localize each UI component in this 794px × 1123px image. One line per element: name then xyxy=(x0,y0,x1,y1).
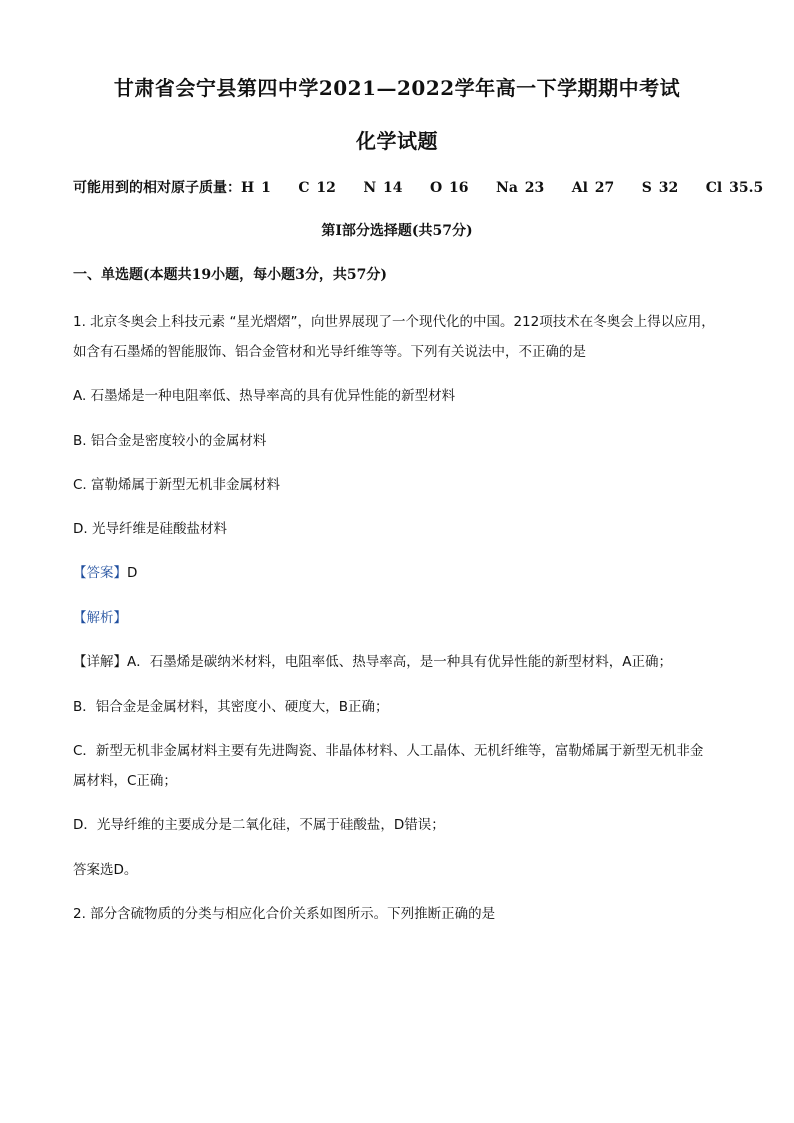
analysis-tag: 【解析】 xyxy=(73,610,127,626)
q1-detail-c-line2: 属材料，C正确； xyxy=(73,773,177,789)
exam-subtitle: 化学试题 xyxy=(356,129,438,153)
q1-analysis-line xyxy=(73,608,733,628)
q1-option-d: D. 光导纤维是硅酸盐材料 xyxy=(73,521,227,537)
q1-answer-line xyxy=(73,563,733,583)
detail-tag: 【详解】 xyxy=(73,654,127,670)
q1-detail-a-line xyxy=(73,652,733,672)
answer-value: D xyxy=(127,565,138,581)
atomic-masses-line xyxy=(73,178,764,198)
atomic-masses-values: H 1 C 12 N 14 O 16 Na 23 Al 27 S 32 Cl 35.5 xyxy=(241,180,764,196)
q1-detail-c-line1: C．新型无机非金属材料主要有先进陶瓷、非晶体材料、人工晶体、无机纤维等，富勒烯属于新型无机非金 xyxy=(73,743,704,759)
part-heading: 第I部分选择题(共57分) xyxy=(321,223,473,239)
q1-stem-line1: 1. 北京冬奥会上科技元素 “星光熠熠”，向世界展现了一个现代化的中国。212项技术在冬奥会上得以应用， xyxy=(73,314,715,330)
atomic-masses-label: 可能用到的相对原子质量： xyxy=(73,180,241,196)
q1-detail-b: B．铝合金是金属材料，其密度小、硬度大，B正确； xyxy=(73,699,389,715)
q1-option-c: C. 富勒烯属于新型无机非金属材料 xyxy=(73,477,281,493)
exam-title: 甘肃省会宁县第四中学2021—2022学年高一下学期期中考试 xyxy=(113,76,681,100)
q1-option-a: A. 石墨烯是一种电阻率低、热导率高的具有优异性能的新型材料 xyxy=(73,388,456,404)
q1-stem-line2: 如含有石墨烯的智能服饰、铝合金管材和光导纤维等等。下列有关说法中，不正确的是 xyxy=(73,344,586,360)
q1-detail-d: D．光导纤维的主要成分是二氧化硅，不属于硅酸盐，D错误； xyxy=(73,817,445,833)
section-heading: 一、单选题(本题共19小题，每小题3分，共57分) xyxy=(73,267,387,283)
q2-stem: 2. 部分含硫物质的分类与相应化合价关系如图所示。下列推断正确的是 xyxy=(73,906,496,922)
q1-conclusion: 答案选D。 xyxy=(73,862,138,878)
detail-a: A．石墨烯是碳纳米材料，电阻率低、热导率高，是一种具有优异性能的新型材料，A正确； xyxy=(127,654,672,670)
q1-option-b: B. 铝合金是密度较小的金属材料 xyxy=(73,433,267,449)
answer-tag: 【答案】 xyxy=(73,565,127,581)
